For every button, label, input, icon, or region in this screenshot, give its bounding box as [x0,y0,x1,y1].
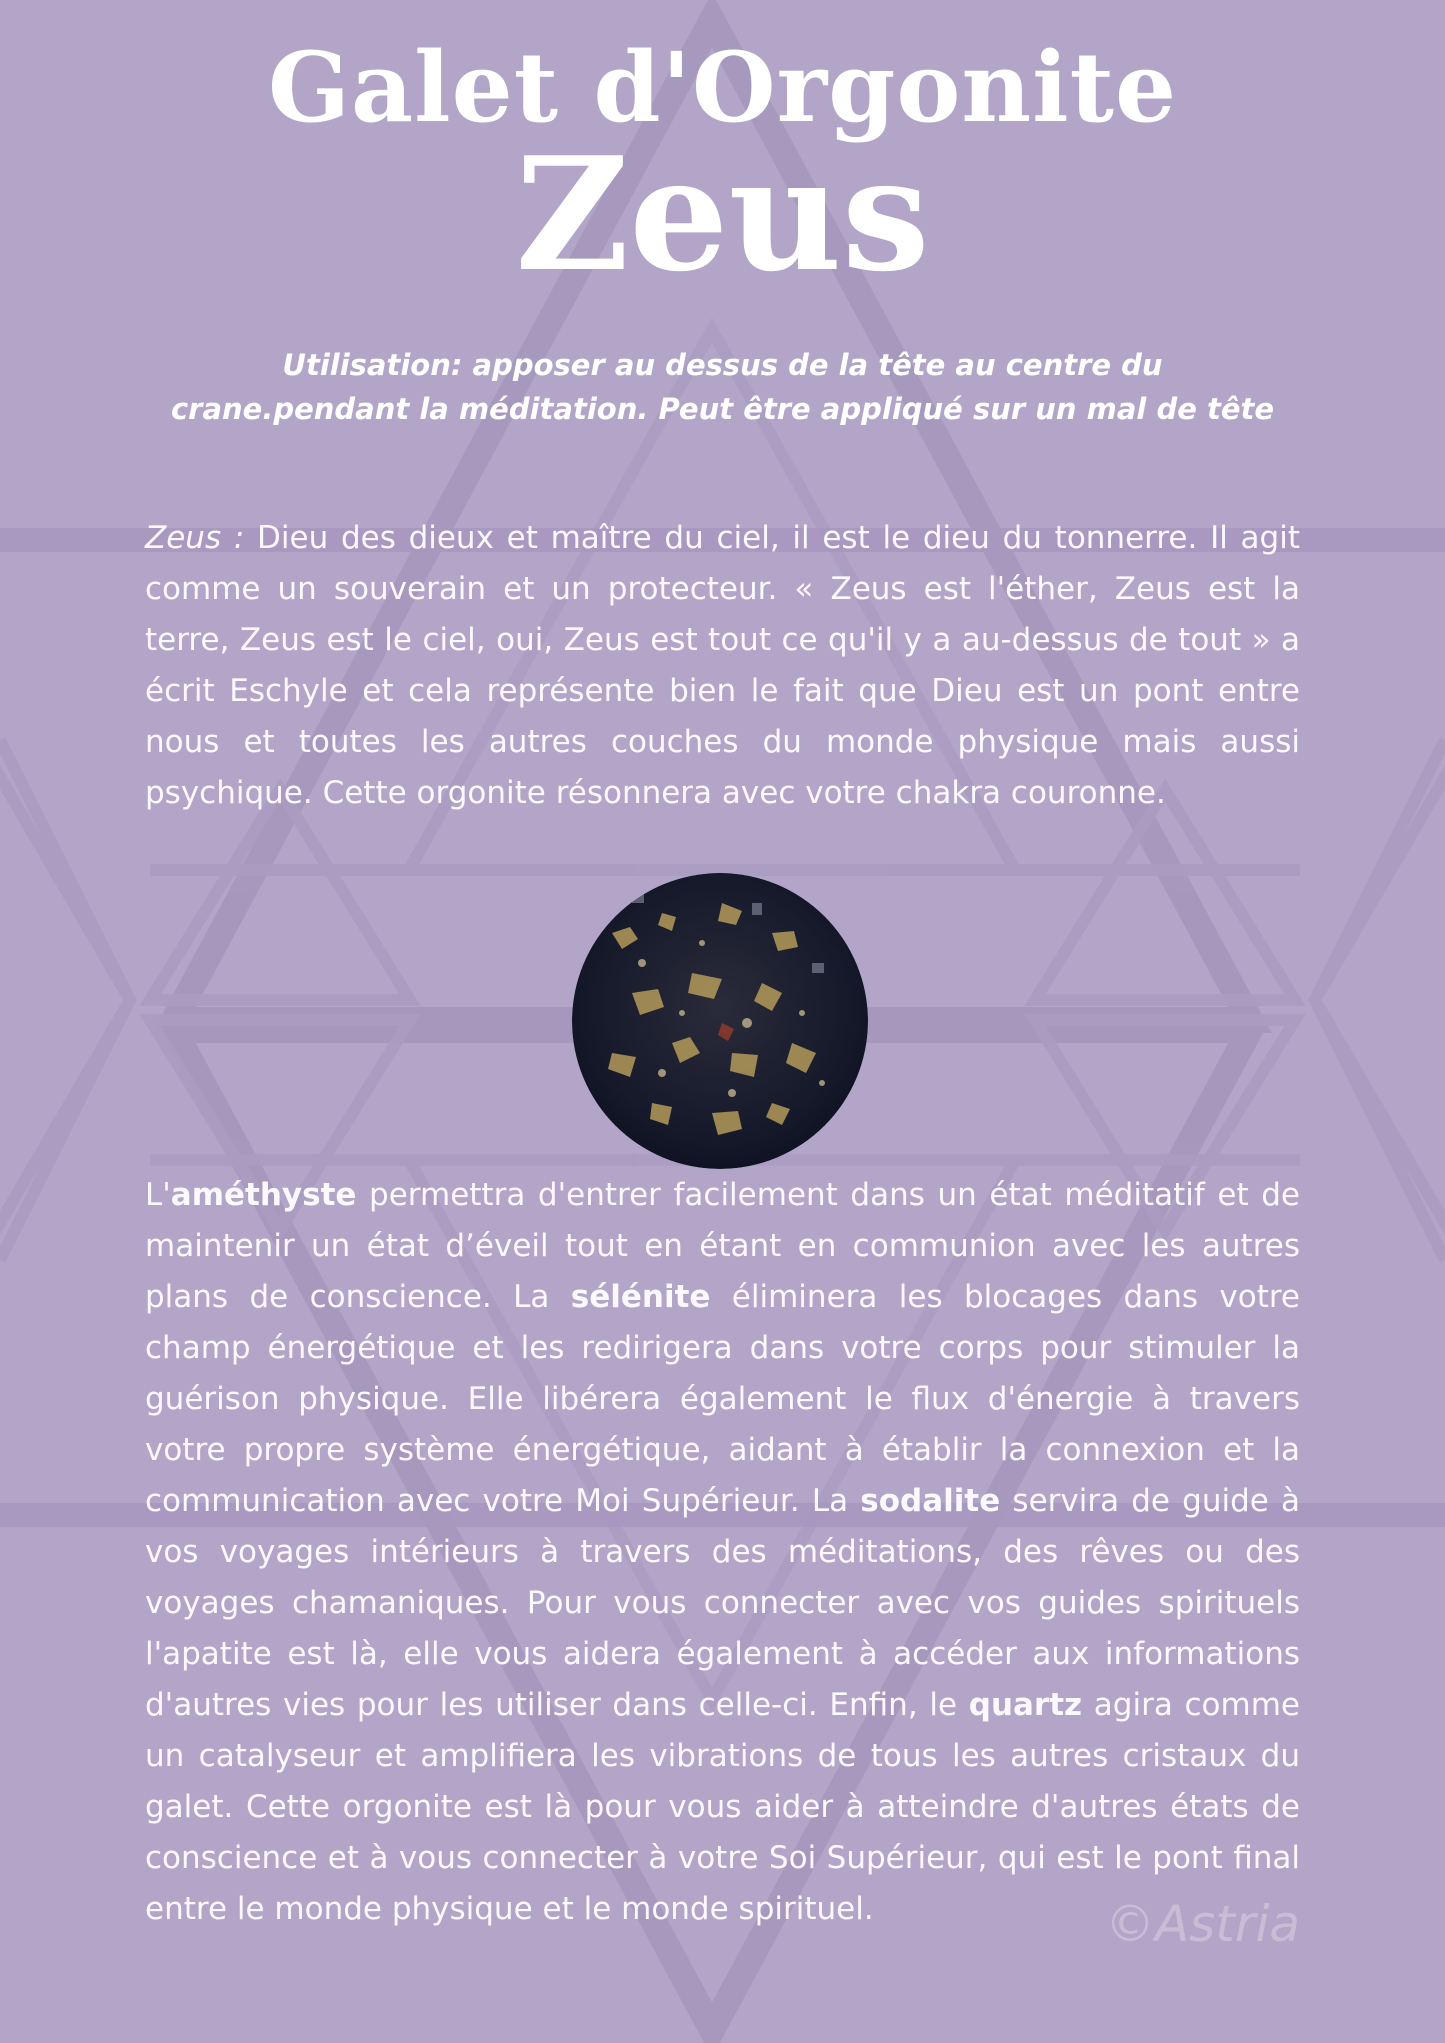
crystals-description-paragraph [145,1170,1300,1935]
crystals-text-1: L' [145,1177,171,1213]
usage-instructions: Utilisation: apposer au dessus de la tête au centre du crane.pendant la méditation. Peut être appliqué sur un mal de tête [170,348,1275,426]
crystals-text-4: servira de guide à vos voyages intérieurs à travers des méditations, des rêves ou des voyages chamaniques. Pour vous connecter avec vos guides spirituels l'apatite est là, elle vous aidera également à accéder aux informations d'autres vies pour les utiliser dans celle-ci. Enfin, le [145,1483,1301,1723]
crystals-text-5: agira comme un catalyseur et amplifiera les vibrations de tous les autres cristaux du galet. Cette orgonite est là pour vous aider à atteindre d'autres états de conscience et à vous connecter à votre Soi Supérieur, qui est le pont final entre le monde physique et le monde spirituel. [145,1687,1300,1927]
title-line-2: Zeus [515,123,930,306]
title-line-1: Galet d'Orgonite [267,31,1178,144]
copyright-watermark: ©Astria [1105,1895,1300,1953]
keyword-amethyste: améthyste [170,1177,357,1213]
crystals-text-2: permettra d'entrer facilement dans un état méditatif et de maintenir un état d’éveil tout en étant en communion avec les autres plans de conscience. La [145,1177,1300,1315]
crystals-text-3: éliminera les blocages dans votre champ énergétique et les redirigera dans votre corps pour stimuler la guérison physique. Elle libérera également le flux d'énergie à travers votre propre système énergétique, aidant à établir la connexion et la communication avec votre Moi Supérieur. La [145,1279,1300,1519]
orgonite-stone-image [572,873,868,1169]
zeus-lead-label: Zeus : [145,520,245,556]
zeus-description-paragraph [145,513,1300,819]
keyword-selenite: sélénite [570,1279,711,1315]
keyword-quartz: quartz [968,1687,1083,1723]
orgonite-stone-photo [572,873,868,1169]
keyword-sodalite: sodalite [860,1483,1001,1519]
zeus-description-text: Dieu des dieux et maître du ciel, il est le dieu du tonnerre. Il agit comme un souverain et un protecteur. « Zeus est l'éther, Zeus est la terre, Zeus est le ciel, oui, Zeus est tout ce qu'il y a au-dessus de tout » a écrit Eschyle et cela représente bien le fait que Dieu est un pont entre nous et toutes les autres couches du monde physique mais aussi psychique. Cette orgonite résonnera avec votre chakra couronne. [145,520,1300,811]
